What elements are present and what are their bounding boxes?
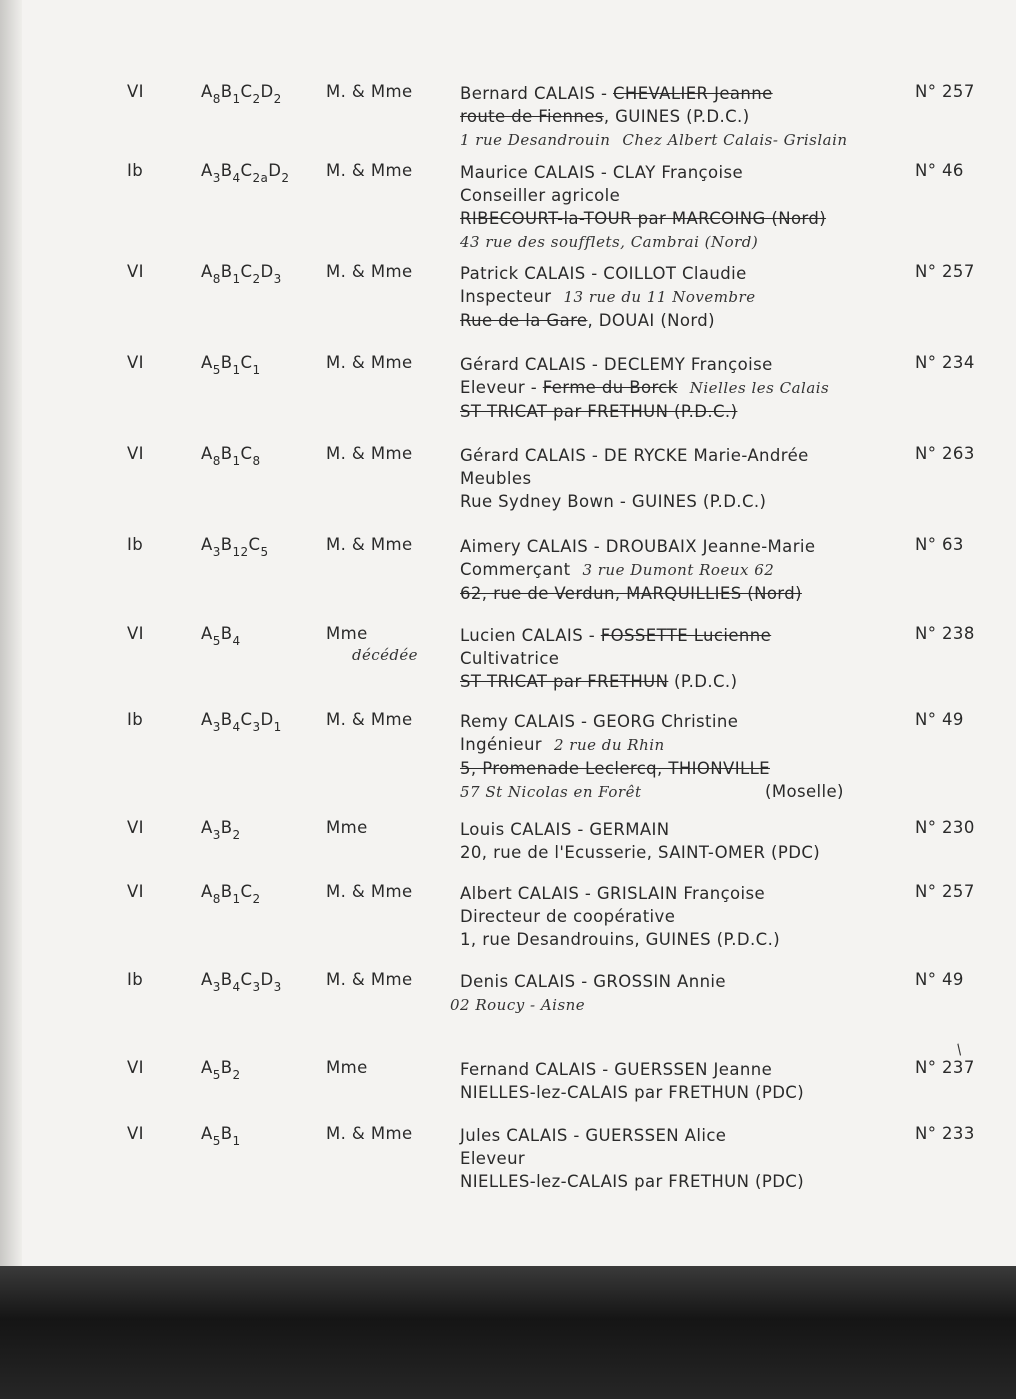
- entry-code: [201, 970, 282, 994]
- code-index: 8: [212, 454, 221, 468]
- entry-line: [460, 353, 900, 376]
- code-letter: B: [220, 818, 233, 837]
- code-index: 5: [212, 363, 221, 377]
- entry-details: [450, 970, 900, 1017]
- code-index: 1: [273, 720, 282, 734]
- code-index: 1: [232, 363, 241, 377]
- entry-line: [460, 818, 900, 841]
- entry-text: Denis CALAIS - GROSSIN Annie: [460, 972, 726, 991]
- entry-line: [460, 1081, 900, 1104]
- entry-category: VI: [127, 82, 144, 101]
- code-letter: B: [220, 161, 233, 180]
- code-index: 2: [281, 171, 290, 185]
- entry-category: VI: [127, 444, 144, 463]
- entry-code: [201, 1124, 241, 1148]
- entry-text: Louis CALAIS - GERMAIN: [460, 820, 670, 839]
- entry-code: [201, 882, 260, 906]
- entry-civility: M. & Mme: [326, 82, 413, 101]
- entry-line: [460, 184, 900, 207]
- code-letter: C: [240, 444, 253, 463]
- code-letter: C: [240, 882, 253, 901]
- code-index: 2: [252, 92, 261, 106]
- entry-line: [460, 670, 900, 693]
- handwritten-annotation: 2 rue du Rhin: [553, 736, 665, 754]
- code-letter: D: [268, 161, 282, 180]
- code-letter: A: [201, 1124, 213, 1143]
- entry-number: N° 257: [915, 82, 975, 101]
- entry-code: [201, 444, 260, 468]
- code-letter: C: [240, 970, 253, 989]
- code-index: 1: [252, 363, 261, 377]
- entry-text: Aimery CALAIS - DROUBAIX Jeanne-Marie: [460, 537, 816, 556]
- code-letter: D: [260, 82, 274, 101]
- entry-number: N° 49: [915, 710, 964, 729]
- entry-text: Meubles: [460, 469, 532, 488]
- entry-text: Jules CALAIS - GUERSSEN Alice: [460, 1126, 727, 1145]
- entry-number: N° 49: [915, 970, 964, 989]
- code-index: 5: [212, 1068, 221, 1082]
- entry-number: N° 233: [915, 1124, 975, 1143]
- code-letter: A: [201, 82, 213, 101]
- code-index: 2: [232, 1068, 241, 1082]
- code-letter: A: [201, 882, 213, 901]
- code-index: 4: [232, 171, 241, 185]
- entry-text: NIELLES-lez-CALAIS par FRETHUN (PDC): [460, 1083, 805, 1102]
- entry-details: [460, 1058, 900, 1104]
- code-index: 3: [212, 980, 221, 994]
- entry-category: VI: [127, 882, 144, 901]
- handwritten-annotation: 43 rue des soufflets, Cambrai (Nord): [460, 233, 759, 251]
- code-letter: B: [220, 82, 233, 101]
- handwritten-annotation: 3 rue Dumont Roeux 62: [582, 561, 775, 579]
- entry-line: [460, 882, 900, 905]
- entry-civility: M. & Mme: [326, 353, 413, 372]
- entry-text: Directeur de coopérative: [460, 907, 676, 926]
- code-letter: A: [201, 970, 213, 989]
- struck-text: 5, Promenade Leclercq, THIONVILLE: [460, 759, 770, 778]
- entry-line: [460, 207, 900, 230]
- code-index: 3: [212, 828, 221, 842]
- entry-text: Gérard CALAIS - DECLEMY Françoise: [460, 355, 773, 374]
- entry-number: N° 238: [915, 624, 975, 643]
- code-index: 1: [232, 92, 241, 106]
- code-index: 3: [212, 171, 221, 185]
- entry-code: [201, 818, 241, 842]
- entry-code: [201, 535, 269, 559]
- entry-text: Gérard CALAIS - DE RYCKE Marie-Andrée: [460, 446, 809, 465]
- entry-text: Commerçant: [460, 560, 571, 579]
- entry-civility: M. & Mme: [326, 444, 413, 463]
- entry-civility: M. & Mme: [326, 161, 413, 180]
- entry-text: Ingénieur: [460, 735, 542, 754]
- code-index: 2: [273, 92, 282, 106]
- entry-category: VI: [127, 262, 144, 281]
- entry-line: [460, 970, 900, 993]
- entry-text: , GUINES (P.D.C.): [603, 107, 750, 126]
- entry-text: Lucien CALAIS -: [460, 626, 601, 645]
- code-letter: D: [260, 710, 274, 729]
- code-index: 3: [252, 980, 261, 994]
- code-letter: A: [201, 624, 213, 643]
- struck-text: ST TRICAT par FRETHUN (P.D.C.): [460, 402, 738, 421]
- code-letter: A: [201, 353, 213, 372]
- entry-line: [460, 1170, 900, 1193]
- code-index: 4: [232, 634, 241, 648]
- handwritten-annotation: Chez Albert Calais- Grislain: [622, 131, 848, 149]
- entry-line: [460, 105, 900, 128]
- entry-category: Ib: [127, 710, 144, 729]
- code-index: 2: [232, 828, 241, 842]
- code-index: 3: [273, 980, 282, 994]
- handwritten-annotation: 13 rue du 11 Novembre: [563, 288, 756, 306]
- code-letter: D: [260, 262, 274, 281]
- entry-civility: Mme: [326, 818, 368, 837]
- entry-line: [460, 1147, 900, 1170]
- entry-line: [460, 309, 900, 332]
- code-letter: B: [220, 624, 233, 643]
- code-letter: D: [260, 970, 274, 989]
- entry-text: (P.D.C.): [668, 672, 738, 691]
- code-index: 3: [273, 272, 282, 286]
- entry-code: [201, 624, 241, 648]
- entry-number: N° 63: [915, 535, 964, 554]
- entry-code: [201, 82, 282, 106]
- code-letter: B: [220, 1058, 233, 1077]
- code-letter: B: [220, 970, 233, 989]
- code-index: 3: [212, 720, 221, 734]
- code-letter: C: [240, 710, 253, 729]
- code-index: 5: [212, 1134, 221, 1148]
- region-label: (Moselle): [765, 782, 844, 801]
- entry-line: [460, 928, 900, 951]
- entry-line: [460, 490, 900, 513]
- entry-text: Conseiller agricole: [460, 186, 621, 205]
- entry-civility: M. & Mme: [326, 535, 413, 554]
- code-letter: A: [201, 161, 213, 180]
- entry-details: [460, 82, 900, 152]
- code-index: 1: [232, 454, 241, 468]
- entry-category: Ib: [127, 970, 144, 989]
- code-index: 3: [252, 720, 261, 734]
- struck-text: CHEVALIER Jeanne: [613, 84, 773, 103]
- struck-text: FOSSETTE Lucienne: [600, 626, 772, 645]
- code-letter: A: [201, 710, 213, 729]
- entry-details: [460, 1124, 900, 1193]
- struck-text: Rue de la Gare: [460, 311, 588, 330]
- entry-line: [460, 647, 900, 670]
- entry-details: [460, 818, 900, 864]
- code-index: 2a: [252, 171, 269, 185]
- code-index: 2: [252, 272, 261, 286]
- entry-line: [460, 733, 900, 757]
- entry-text: Albert CALAIS - GRISLAIN Françoise: [460, 884, 766, 903]
- entry-text: Bernard CALAIS -: [460, 84, 613, 103]
- code-letter: C: [240, 262, 253, 281]
- entry-text: Maurice CALAIS - CLAY Françoise: [460, 163, 744, 182]
- entry-text: NIELLES-lez-CALAIS par FRETHUN (PDC): [460, 1172, 805, 1191]
- check-mark: /: [953, 1041, 966, 1059]
- handwritten-annotation: Nielles les Calais: [689, 379, 830, 397]
- code-index: 1: [232, 892, 241, 906]
- scanner-background: [0, 1266, 1016, 1399]
- entry-details: [460, 535, 900, 605]
- entry-number: N° 257: [915, 262, 975, 281]
- entry-number: N° 263: [915, 444, 975, 463]
- entry-text: Eleveur: [460, 1149, 526, 1168]
- page-edge-shadow: [0, 0, 22, 1266]
- entry-line: [460, 262, 900, 285]
- struck-text: route de Fiennes: [460, 107, 604, 126]
- entry-text: Fernand CALAIS - GUERSSEN Jeanne: [460, 1060, 773, 1079]
- entry-code: [201, 1058, 241, 1082]
- entry-number: N° 234: [915, 353, 975, 372]
- entry-category: VI: [127, 624, 144, 643]
- entry-civility: Mme: [326, 1058, 368, 1077]
- code-index: 8: [252, 454, 261, 468]
- entry-text: 20, rue de l'Ecusserie, SAINT-OMER (PDC): [460, 843, 821, 862]
- code-index: 5: [260, 545, 269, 559]
- entry-category: Ib: [127, 535, 144, 554]
- entry-number: N° 46: [915, 161, 964, 180]
- code-letter: B: [220, 444, 233, 463]
- entry-details: [460, 710, 900, 804]
- struck-text: ST TRICAT par FRETHUN: [460, 672, 669, 691]
- entry-line: [460, 400, 900, 423]
- code-letter: B: [220, 535, 233, 554]
- entry-line: [460, 1124, 900, 1147]
- entry-line: [460, 285, 900, 309]
- handwritten-annotation: 1 rue Desandrouin: [460, 131, 611, 149]
- entry-civility: M. & Mme: [326, 1124, 413, 1143]
- entry-code: [201, 710, 282, 734]
- code-letter: B: [220, 882, 233, 901]
- entry-code: [201, 161, 289, 185]
- entry-details: [460, 444, 900, 513]
- code-letter: B: [220, 262, 233, 281]
- code-letter: B: [220, 710, 233, 729]
- entry-line: [460, 558, 900, 582]
- struck-text: Ferme du Borck: [542, 378, 678, 397]
- entry-text: Remy CALAIS - GEORG Christine: [460, 712, 739, 731]
- entry-details: [460, 353, 900, 423]
- struck-text: RIBECOURT-la-TOUR par MARCOING (Nord): [460, 209, 827, 228]
- entry-text: Rue Sydney Bown - GUINES (P.D.C.): [460, 492, 767, 511]
- code-letter: C: [240, 82, 253, 101]
- entry-line: [460, 1058, 900, 1081]
- code-letter: A: [201, 262, 213, 281]
- entry-details: [460, 624, 900, 693]
- entry-civility: M. & Mme: [326, 970, 413, 989]
- code-letter: B: [220, 353, 233, 372]
- code-letter: A: [201, 1058, 213, 1077]
- entry-line: [460, 841, 900, 864]
- entry-category: VI: [127, 1124, 144, 1143]
- entry-category: Ib: [127, 161, 144, 180]
- code-index: 3: [212, 545, 221, 559]
- entry-line: [460, 161, 900, 184]
- code-index: 5: [212, 634, 221, 648]
- entry-details: [460, 161, 900, 254]
- entry-line: [460, 905, 900, 928]
- handwritten-deceased-note: décédée: [352, 646, 418, 664]
- code-index: 8: [212, 92, 221, 106]
- entry-line: [460, 710, 900, 733]
- entry-line: [460, 624, 900, 647]
- entry-civility: M. & Mme: [326, 882, 413, 901]
- entry-category: VI: [127, 818, 144, 837]
- entry-line: [460, 757, 900, 780]
- entry-number: N° 230: [915, 818, 975, 837]
- entry-details: [460, 262, 900, 332]
- entry-number: N° 237: [915, 1058, 975, 1077]
- entry-line: [450, 993, 900, 1017]
- entry-text: Patrick CALAIS - COILLOT Claudie: [460, 264, 747, 283]
- code-letter: A: [201, 818, 213, 837]
- entry-code: [201, 262, 282, 286]
- handwritten-annotation: 02 Roucy - Aisne: [450, 996, 586, 1014]
- code-index: 12: [232, 545, 249, 559]
- entry-line: [460, 582, 900, 605]
- entry-text: Eleveur -: [460, 378, 543, 397]
- entry-civility: Mme: [326, 624, 368, 643]
- entry-line: [460, 780, 900, 804]
- entry-number: N° 257: [915, 882, 975, 901]
- code-index: 1: [232, 272, 241, 286]
- entry-line: [460, 444, 900, 467]
- entry-line: [460, 82, 900, 105]
- entry-text: Inspecteur: [460, 287, 552, 306]
- code-index: 1: [232, 1134, 241, 1148]
- handwritten-annotation: 57 St Nicolas en Forêt: [460, 783, 642, 801]
- entry-line: [460, 376, 900, 400]
- code-index: 8: [212, 272, 221, 286]
- code-letter: B: [220, 1124, 233, 1143]
- entry-category: VI: [127, 353, 144, 372]
- entry-text: , DOUAI (Nord): [587, 311, 716, 330]
- code-letter: C: [240, 161, 253, 180]
- entry-line: [460, 467, 900, 490]
- entry-line: [460, 230, 900, 254]
- entry-category: VI: [127, 1058, 144, 1077]
- entry-code: [201, 353, 260, 377]
- entry-civility: M. & Mme: [326, 262, 413, 281]
- code-letter: C: [240, 353, 253, 372]
- code-index: 2: [252, 892, 261, 906]
- code-index: 4: [232, 720, 241, 734]
- entry-text: Cultivatrice: [460, 649, 560, 668]
- entry-line: [460, 128, 900, 152]
- struck-text: 62, rue de Verdun, MARQUILLIES (Nord): [460, 584, 802, 603]
- code-letter: A: [201, 535, 213, 554]
- code-letter: C: [248, 535, 261, 554]
- code-letter: A: [201, 444, 213, 463]
- entry-line: [460, 535, 900, 558]
- entry-details: [460, 882, 900, 951]
- code-index: 8: [212, 892, 221, 906]
- entry-text: 1, rue Desandrouins, GUINES (P.D.C.): [460, 930, 781, 949]
- code-index: 4: [232, 980, 241, 994]
- entry-civility: M. & Mme: [326, 710, 413, 729]
